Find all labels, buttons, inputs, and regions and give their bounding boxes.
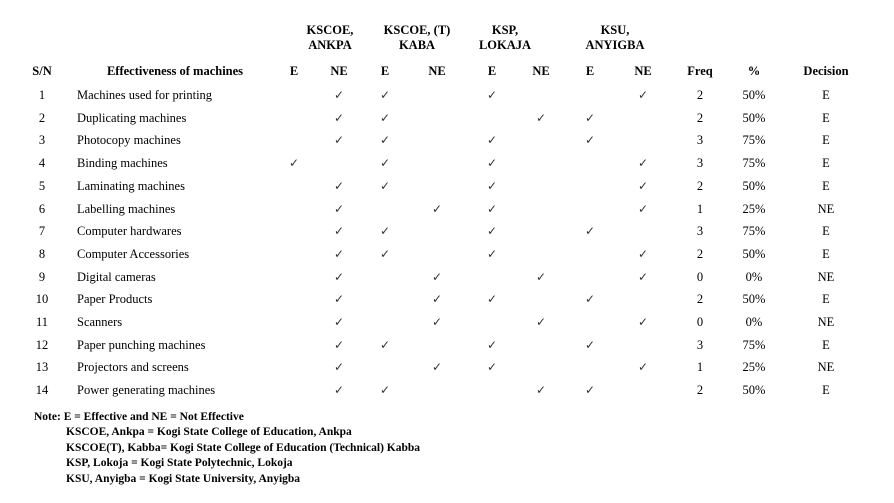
row-machine-name: Computer hardwares <box>77 224 182 238</box>
check-icon: ✓ <box>637 202 649 216</box>
check-icon: ✓ <box>431 270 443 284</box>
header-e-ankpa: E <box>289 64 299 78</box>
check-icon: ✓ <box>486 156 498 170</box>
row-decision: E <box>822 88 830 102</box>
row-decision: E <box>822 133 830 147</box>
check-icon: ✓ <box>379 338 391 352</box>
check-icon: ✓ <box>333 338 345 352</box>
check-icon: ✓ <box>535 270 547 284</box>
row-sn: 9 <box>38 270 46 284</box>
row-machine-name: Paper punching machines <box>77 338 206 352</box>
row-pct: 50% <box>742 179 766 193</box>
row-pct: 75% <box>742 338 766 352</box>
row-decision: E <box>822 292 830 306</box>
note-line: KSCOE(T), Kabba= Kogi State College of Education (Technical) Kabba <box>66 442 421 454</box>
check-icon: ✓ <box>584 292 596 306</box>
check-icon: ✓ <box>486 133 498 147</box>
row-pct: 75% <box>742 224 766 238</box>
group-header-line: ANYIGBA <box>585 38 645 52</box>
check-icon: ✓ <box>486 360 498 374</box>
row-machine-name: Photocopy machines <box>77 133 181 147</box>
check-icon: ✓ <box>333 383 345 397</box>
row-pct: 50% <box>742 292 766 306</box>
check-icon: ✓ <box>637 270 649 284</box>
check-icon: ✓ <box>379 133 391 147</box>
row-freq: 3 <box>696 156 704 170</box>
check-icon: ✓ <box>535 315 547 329</box>
row-pct: 0% <box>745 270 763 284</box>
row-freq: 0 <box>696 270 704 284</box>
check-icon: ✓ <box>333 247 345 261</box>
group-header-line: ANKPA <box>308 38 352 52</box>
check-icon: ✓ <box>584 224 596 238</box>
row-pct: 0% <box>745 315 763 329</box>
group-header-ksu-anyigba <box>580 23 650 53</box>
check-icon: ✓ <box>431 360 443 374</box>
group-header-ksp-lokaja <box>475 23 535 53</box>
group-header-line: KSP, <box>491 23 519 37</box>
header-ne-ankpa: NE <box>330 64 348 78</box>
check-icon: ✓ <box>379 156 391 170</box>
check-icon: ✓ <box>333 133 345 147</box>
row-machine-name: Projectors and screens <box>77 360 189 374</box>
check-icon: ✓ <box>584 133 596 147</box>
header-freq: Freq <box>687 64 713 78</box>
row-pct: 50% <box>742 247 766 261</box>
row-machine-name: Power generating machines <box>77 383 216 397</box>
check-icon: ✓ <box>379 179 391 193</box>
header-ne-lokaja: NE <box>532 64 550 78</box>
check-icon: ✓ <box>333 202 345 216</box>
check-icon: ✓ <box>333 315 345 329</box>
row-freq: 2 <box>696 247 704 261</box>
check-icon: ✓ <box>379 88 391 102</box>
check-icon: ✓ <box>486 224 498 238</box>
row-freq: 2 <box>696 292 704 306</box>
row-pct: 25% <box>742 360 766 374</box>
check-icon: ✓ <box>486 247 498 261</box>
row-decision: NE <box>817 315 835 329</box>
check-icon: ✓ <box>333 292 345 306</box>
row-sn: 11 <box>35 315 49 329</box>
row-pct: 25% <box>742 202 766 216</box>
group-header-line: KSU, <box>600 23 630 37</box>
check-icon: ✓ <box>333 360 345 374</box>
check-icon: ✓ <box>637 88 649 102</box>
row-pct: 75% <box>742 133 766 147</box>
check-icon: ✓ <box>379 111 391 125</box>
check-icon: ✓ <box>379 247 391 261</box>
row-decision: E <box>822 156 830 170</box>
check-icon: ✓ <box>584 338 596 352</box>
check-icon: ✓ <box>288 156 300 170</box>
check-icon: ✓ <box>333 88 345 102</box>
row-machine-name: Duplicating machines <box>77 111 187 125</box>
check-icon: ✓ <box>637 247 649 261</box>
row-freq: 3 <box>696 133 704 147</box>
row-freq: 1 <box>696 202 704 216</box>
row-decision: E <box>822 383 830 397</box>
check-icon: ✓ <box>333 270 345 284</box>
row-sn: 12 <box>35 338 49 352</box>
header-effectiveness: Effectiveness of machines <box>106 64 244 78</box>
row-pct: 50% <box>742 88 766 102</box>
row-machine-name: Paper Products <box>77 292 153 306</box>
row-decision: NE <box>817 202 835 216</box>
group-header-line: KSCOE, <box>306 23 354 37</box>
header-ne-anyigba: NE <box>634 64 652 78</box>
row-sn: 10 <box>35 292 49 306</box>
check-icon: ✓ <box>486 179 498 193</box>
check-icon: ✓ <box>431 292 443 306</box>
check-icon: ✓ <box>333 179 345 193</box>
check-icon: ✓ <box>486 338 498 352</box>
row-decision: E <box>822 338 830 352</box>
row-sn: 1 <box>38 88 46 102</box>
check-icon: ✓ <box>333 224 345 238</box>
check-icon: ✓ <box>535 111 547 125</box>
row-decision: NE <box>817 270 835 284</box>
row-sn: 2 <box>38 111 46 125</box>
row-sn: 7 <box>38 224 46 238</box>
row-freq: 2 <box>696 88 704 102</box>
check-icon: ✓ <box>486 88 498 102</box>
check-icon: ✓ <box>486 202 498 216</box>
header-e-kaba: E <box>380 64 390 78</box>
note-line: KSU, Anyigba = Kogi State University, Anyigba <box>66 473 301 485</box>
note-line: Note: E = Effective and NE = Not Effective <box>34 411 244 423</box>
check-icon: ✓ <box>379 383 391 397</box>
check-icon: ✓ <box>637 360 649 374</box>
row-decision: E <box>822 224 830 238</box>
row-freq: 0 <box>696 315 704 329</box>
row-machine-name: Computer Accessories <box>77 247 190 261</box>
row-machine-name: Binding machines <box>77 156 168 170</box>
row-freq: 2 <box>696 383 704 397</box>
row-freq: 1 <box>696 360 704 374</box>
row-sn: 6 <box>38 202 46 216</box>
row-sn: 14 <box>35 383 49 397</box>
row-pct: 50% <box>742 383 766 397</box>
row-pct: 50% <box>742 111 766 125</box>
check-icon: ✓ <box>333 111 345 125</box>
check-icon: ✓ <box>637 179 649 193</box>
row-pct: 75% <box>742 156 766 170</box>
header-ne-kaba: NE <box>428 64 446 78</box>
check-icon: ✓ <box>535 383 547 397</box>
group-header-kscoe-ankpa <box>290 23 370 53</box>
check-icon: ✓ <box>637 315 649 329</box>
row-machine-name: Scanners <box>77 315 123 329</box>
row-machine-name: Digital cameras <box>77 270 156 284</box>
row-machine-name: Laminating machines <box>77 179 185 193</box>
header-e-lokaja: E <box>487 64 497 78</box>
group-header-kscoe-t-kaba <box>372 23 462 53</box>
note-line: KSP, Lokoja = Kogi State Polytechnic, Lokoja <box>66 457 293 469</box>
header-decision: Decision <box>803 64 849 78</box>
row-freq: 2 <box>696 111 704 125</box>
row-sn: 3 <box>38 133 46 147</box>
group-header-line: LOKAJA <box>478 38 532 52</box>
row-decision: E <box>822 111 830 125</box>
header-e-anyigba: E <box>585 64 595 78</box>
row-sn: 13 <box>35 360 49 374</box>
check-icon: ✓ <box>431 202 443 216</box>
group-header-line: KSCOE, (T) <box>383 23 451 37</box>
row-freq: 3 <box>696 224 704 238</box>
row-machine-name: Labelling machines <box>77 202 176 216</box>
row-decision: E <box>822 179 830 193</box>
row-decision: E <box>822 247 830 261</box>
note-line: KSCOE, Ankpa = Kogi State College of Education, Ankpa <box>66 426 352 438</box>
row-sn: 5 <box>38 179 46 193</box>
row-freq: 3 <box>696 338 704 352</box>
check-icon: ✓ <box>431 315 443 329</box>
check-icon: ✓ <box>584 383 596 397</box>
header-sn: S/N <box>32 64 52 78</box>
row-sn: 4 <box>38 156 46 170</box>
check-icon: ✓ <box>379 224 391 238</box>
check-icon: ✓ <box>637 156 649 170</box>
row-freq: 2 <box>696 179 704 193</box>
check-icon: ✓ <box>486 292 498 306</box>
check-icon: ✓ <box>584 111 596 125</box>
row-decision: NE <box>817 360 835 374</box>
header-pct: % <box>747 64 761 78</box>
group-header-line: KABA <box>398 38 436 52</box>
row-sn: 8 <box>38 247 46 261</box>
row-machine-name: Machines used for printing <box>77 88 213 102</box>
